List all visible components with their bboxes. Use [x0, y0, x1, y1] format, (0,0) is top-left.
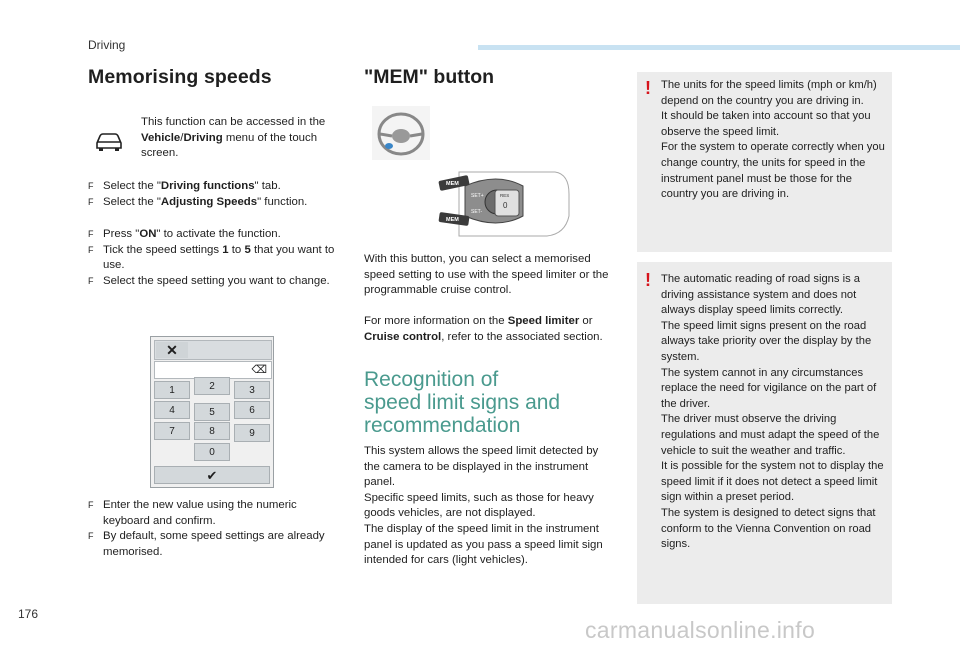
backspace-icon: ⌫ — [251, 364, 267, 376]
mem-paragraph-1: With this button, you can select a memorised speed setting to use with the speed limiter or the programmable cruise control. — [364, 253, 609, 297]
keypad-illustration — [150, 336, 274, 488]
section-label: Driving — [88, 38, 126, 52]
key-2: 2 — [194, 377, 230, 395]
warning-box-road-signs — [637, 262, 892, 604]
key-7: 7 — [154, 422, 190, 440]
checkmark-icon: ✔ — [154, 466, 270, 484]
cruise-stalk-diagram — [437, 164, 573, 247]
stalk-res-label: RES — [500, 193, 510, 198]
stalk-set-plus-label: SET+ — [471, 193, 484, 199]
close-x-icon: ✕ — [156, 342, 188, 358]
list-item: F Select the "Driving functions" tab. — [88, 180, 281, 192]
warning-icon: ! — [645, 78, 651, 98]
intro-text: This function can be accessed in the Vehicle/Driving menu of the touch screen. — [141, 116, 326, 160]
watermark: carmanualsonline.info — [585, 617, 816, 643]
list-item: F Select the "Adjusting Speeds" function. — [88, 195, 308, 208]
car-icon — [94, 128, 124, 157]
key-5: 5 — [194, 403, 230, 421]
section-title-memorising: Memorising speeds — [88, 66, 272, 88]
key-4: 4 — [154, 401, 190, 419]
stalk-zero-label: 0 — [503, 201, 508, 210]
speed-signs-text: This system allows the speed limit detected by the camera to be displayed in the instrument panel. Specific speed limits, such as those for heavy goods vehicles, are not displayed. The display of the speed limit in the instrument panel is updated as you pass a speed limit sign intended for cars (light vehicles). — [364, 445, 603, 567]
stalk-set-minus-label: SET- — [471, 209, 483, 215]
steering-wheel-icon — [372, 106, 430, 165]
list-item: F Press "ON" to activate the function. — [88, 228, 281, 240]
page-number: 176 — [18, 607, 39, 621]
stalk-mem-bottom-label: MEM — [446, 217, 459, 223]
key-6: 6 — [234, 401, 270, 419]
warning-text-units: The units for the speed limits (mph or km/h) depend on the country you are driving in. It should be taken into account so that you observe the speed limit. For the system to operate correctly when you change country, the units for speed in the instrument panel must be those for the country you are driving in. — [661, 79, 885, 201]
steps-list-b — [88, 227, 343, 289]
steps-list-a — [88, 179, 343, 210]
warning-icon: ! — [645, 270, 651, 290]
key-8: 8 — [194, 422, 230, 440]
warning-text-road-signs: The automatic reading of road signs is a driving assistance system and does not always display speed limits correctly. The speed limit signs present on the road always take priority over the display by the system. The system cannot in any circumstances replace the need for vigilance on the part of the driver. The driver must observe the driving regulations and must adapt the speed of the vehicle to suit the weather and traffic. It is possible for the system not to display the speed limit if it does not detect a speed limit sign within a preset period. The system is designed to detect signs that conform to the Vienna Convention on road signs. — [661, 273, 884, 551]
key-3: 3 — [234, 381, 270, 399]
warning-box-units — [637, 72, 892, 252]
list-item: F By default, some speed settings are already memorised. — [88, 530, 325, 558]
section-title-mem: "MEM" button — [364, 66, 495, 88]
list-item: F Tick the speed settings 1 to 5 that you want to use. — [88, 243, 335, 272]
key-9: 9 — [234, 424, 270, 442]
keypad-top-bar — [154, 340, 272, 360]
key-0: 0 — [194, 443, 230, 461]
section-title-speed-signs: Recognition of speed limit signs and recommendation — [364, 368, 561, 437]
mem-paragraph-2: For more information on the Speed limiter or Cruise control, refer to the associated section. — [364, 315, 603, 343]
list-item: F Select the speed setting you want to change. — [88, 274, 330, 287]
key-1: 1 — [154, 381, 190, 399]
list-item: F Enter the new value using the numeric keyboard and confirm. — [88, 499, 297, 527]
stalk-mem-top-label: MEM — [446, 181, 459, 187]
steps-list-c — [88, 498, 346, 560]
header-bar — [478, 45, 960, 50]
